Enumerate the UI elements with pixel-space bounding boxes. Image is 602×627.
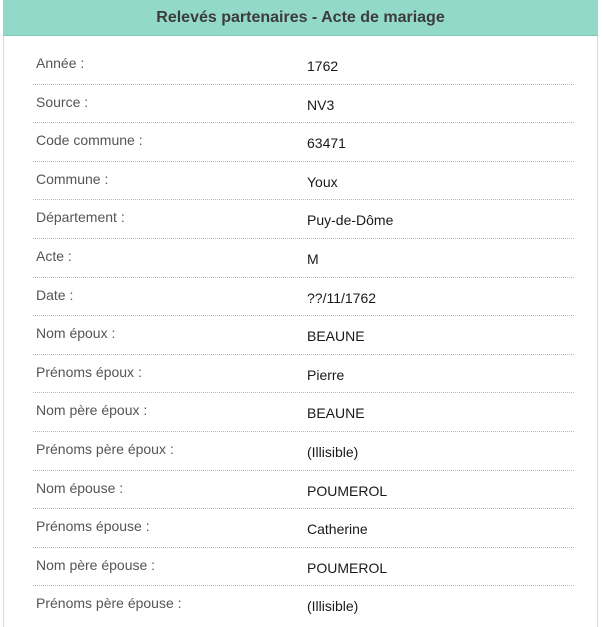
field-value: Catherine xyxy=(307,521,368,538)
field-value: NV3 xyxy=(307,96,335,113)
record-row-date xyxy=(33,278,574,317)
field-label: Nom épouse : xyxy=(36,479,124,496)
field-value: (Illisible) xyxy=(307,598,359,615)
record-row-nom-epouse xyxy=(33,471,574,510)
record-panel xyxy=(3,0,598,627)
record-row-annee xyxy=(33,46,574,85)
field-value: Puy-de-Dôme xyxy=(307,212,394,229)
field-label: Prénoms épouse : xyxy=(36,518,150,535)
panel-title: Relevés partenaires - Acte de mariage xyxy=(3,0,598,36)
field-value: BEAUNE xyxy=(307,405,365,422)
field-label: Acte : xyxy=(36,247,72,264)
field-value: BEAUNE xyxy=(307,328,365,345)
field-value: ??/11/1762 xyxy=(307,289,377,306)
record-row-prenoms-epouse xyxy=(33,509,574,548)
record-row-departement xyxy=(33,200,574,239)
record-row-source xyxy=(33,85,574,124)
record-row-nom-pere-epouse xyxy=(33,548,574,587)
record-rows xyxy=(33,46,574,625)
field-label: Prénoms époux : xyxy=(36,363,142,380)
field-label: Commune : xyxy=(36,170,109,187)
record-row-prenoms-pere-epoux xyxy=(33,432,574,471)
field-label: Nom époux : xyxy=(36,325,116,342)
field-value: (Illisible) xyxy=(307,443,359,460)
field-value: Youx xyxy=(307,173,338,190)
field-value: POUMEROL xyxy=(307,559,388,576)
record-row-prenoms-epoux xyxy=(33,355,574,394)
record-row-prenoms-pere-epouse xyxy=(33,586,574,625)
field-value: Pierre xyxy=(307,366,345,383)
field-label: Code commune : xyxy=(36,132,143,149)
field-value: 63471 xyxy=(307,135,346,152)
field-label: Prénoms père époux : xyxy=(36,440,174,457)
field-label: Année : xyxy=(36,55,85,71)
field-value: M xyxy=(307,250,319,267)
field-label: Date : xyxy=(36,286,74,303)
field-label: Nom père épouse : xyxy=(36,556,156,573)
field-label: Source : xyxy=(36,93,89,110)
record-row-code-commune xyxy=(33,123,574,162)
record-row-nom-pere-epoux xyxy=(33,393,574,432)
record-row-acte xyxy=(33,239,574,278)
field-label: Nom père époux : xyxy=(36,402,148,419)
record-row-nom-epoux xyxy=(33,316,574,355)
record-row-commune xyxy=(33,162,574,201)
field-label: Prénoms père épouse : xyxy=(36,595,182,612)
field-value: POUMEROL xyxy=(307,482,388,499)
field-label: Département : xyxy=(36,209,125,226)
field-value: 1762 xyxy=(307,58,339,74)
